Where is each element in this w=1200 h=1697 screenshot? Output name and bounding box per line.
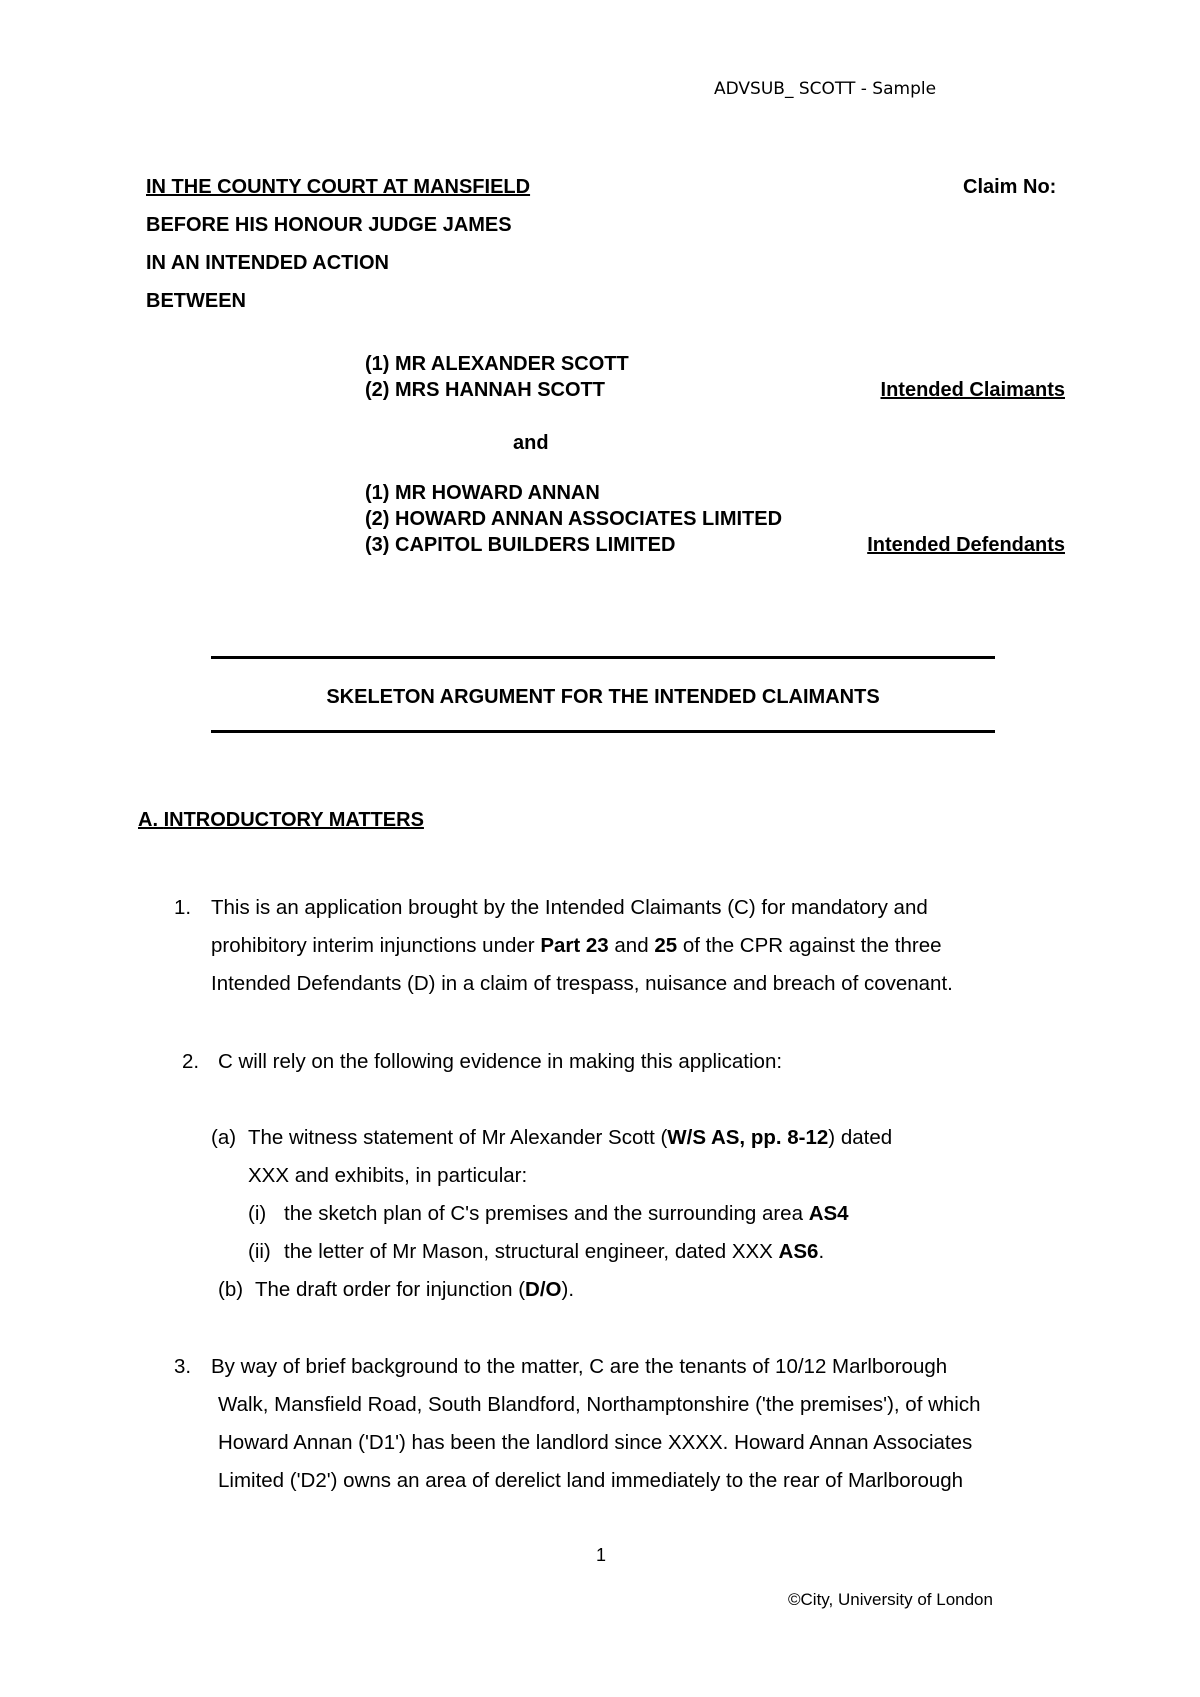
para-1-text: of the CPR against the three xyxy=(677,934,942,957)
para-3-line-4: Limited ('D2') owns an area of derelict land immediately to the rear of Marlborough xyxy=(218,1469,964,1492)
para-2-intro: C will rely on the following evidence in making this application: xyxy=(218,1050,783,1073)
evidence-b-label: (b) xyxy=(218,1278,244,1301)
exhibit-ii-label: (ii) xyxy=(248,1240,271,1263)
para-2-number: 2. xyxy=(182,1050,200,1073)
exhibit-ii-text: the letter of Mr Mason, structural engineer, dated XXX xyxy=(284,1240,779,1263)
defendant-1: (1) MR HOWARD ANNAN xyxy=(365,482,600,504)
exhibit-i-line xyxy=(284,1202,849,1226)
para-3-line-1: By way of brief background to the matter, C are the tenants of 10/12 Marlborough xyxy=(211,1355,948,1378)
evidence-b-line xyxy=(255,1278,574,1302)
para-1-text: prohibitory interim injunctions under xyxy=(211,934,541,957)
para-3-line-2: Walk, Mansfield Road, South Blandford, Northamptonshire ('the premises'), of which xyxy=(218,1393,981,1416)
para-1-line-3: Intended Defendants (D) in a claim of trespass, nuisance and breach of covenant. xyxy=(211,972,953,995)
evidence-a-text: ) dated xyxy=(828,1126,893,1149)
claim-number-label: Claim No: xyxy=(963,176,1057,198)
judge-line: BEFORE HIS HONOUR JUDGE JAMES xyxy=(146,214,512,236)
title-rule-bottom xyxy=(211,730,995,733)
draft-order-ref: D/O xyxy=(525,1278,562,1301)
para-1-text: and xyxy=(608,934,655,957)
court-name: IN THE COUNTY COURT AT MANSFIELD xyxy=(146,176,531,198)
witness-statement-ref: W/S AS, pp. 8-12 xyxy=(667,1126,829,1149)
action-line: IN AN INTENDED ACTION xyxy=(146,252,389,274)
page-number: 1 xyxy=(596,1545,607,1565)
copyright-footer: ©City, University of London xyxy=(788,1590,993,1609)
defendants-role: Intended Defendants xyxy=(867,534,1065,556)
evidence-a-line-2: XXX and exhibits, in particular: xyxy=(248,1164,528,1187)
evidence-a-label: (a) xyxy=(211,1126,237,1149)
para-1-line-1: This is an application brought by the Intended Claimants (C) for mandatory and xyxy=(211,896,928,919)
cpr-part-23-ref: Part 23 xyxy=(540,934,609,957)
section-a-title: INTRODUCTORY MATTERS xyxy=(163,809,424,831)
and-separator: and xyxy=(513,432,549,454)
para-1-number: 1. xyxy=(174,896,192,919)
section-a-letter: A. xyxy=(138,809,158,831)
claimant-1: (1) MR ALEXANDER SCOTT xyxy=(365,353,629,375)
evidence-b-text: The draft order for injunction ( xyxy=(255,1278,526,1301)
claimants-role: Intended Claimants xyxy=(880,379,1065,401)
section-a-heading xyxy=(138,809,424,832)
exhibit-as4-ref: AS4 xyxy=(808,1202,849,1225)
claimant-2: (2) MRS HANNAH SCOTT xyxy=(365,379,605,401)
exhibit-ii-line xyxy=(284,1240,824,1264)
exhibit-as6-ref: AS6 xyxy=(778,1240,819,1263)
cpr-part-25-ref: 25 xyxy=(654,934,678,957)
evidence-a-text: The witness statement of Mr Alexander Scott ( xyxy=(248,1126,668,1149)
evidence-a-line-1 xyxy=(248,1126,892,1150)
para-1-line-2 xyxy=(211,934,942,958)
between-line: BETWEEN xyxy=(146,290,246,312)
evidence-b-end: ). xyxy=(561,1278,575,1301)
running-header: ADVSUB_ SCOTT - Sample xyxy=(714,79,937,99)
document-title: SKELETON ARGUMENT FOR THE INTENDED CLAIMANTS xyxy=(326,686,880,708)
defendant-3: (3) CAPITOL BUILDERS LIMITED xyxy=(365,534,676,556)
para-3-line-3: Howard Annan ('D1') has been the landlord since XXXX. Howard Annan Associates xyxy=(218,1431,973,1454)
exhibit-ii-end: . xyxy=(818,1240,825,1263)
para-3-number: 3. xyxy=(174,1355,192,1378)
exhibit-i-label: (i) xyxy=(248,1202,267,1225)
exhibit-i-text: the sketch plan of C's premises and the surrounding area xyxy=(284,1202,809,1225)
title-rule-top xyxy=(211,656,995,659)
defendant-2: (2) HOWARD ANNAN ASSOCIATES LIMITED xyxy=(365,508,783,530)
